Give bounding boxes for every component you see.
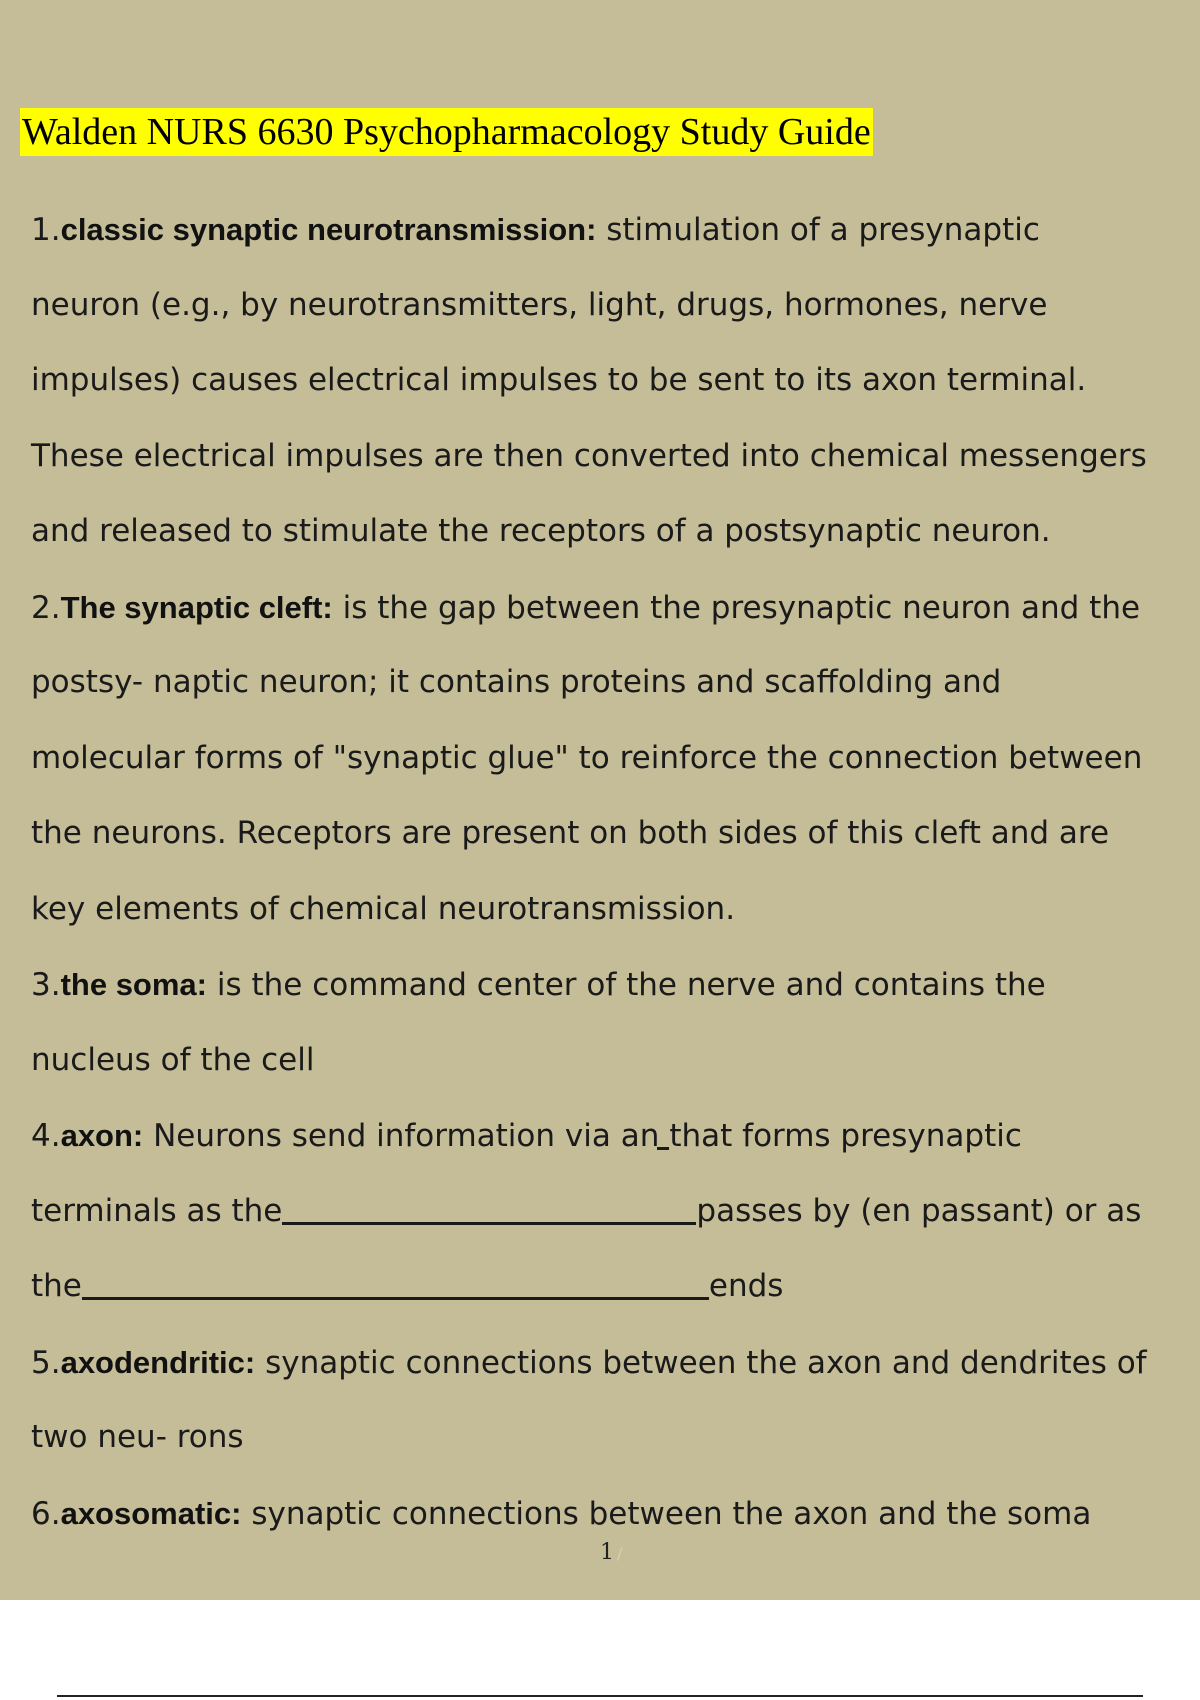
item-2-line-4 [31,796,1197,872]
item-1-term: classic synaptic neurotransmission: [60,212,597,247]
page-number-separator: / [617,1544,623,1563]
item-2-line-5 [31,872,1197,948]
item-3-term: the soma: [60,967,207,1002]
item-1-definition-part-2: neuron (e.g., by neurotransmitters, light, drugs, hormones, nerve [31,286,1048,323]
footer-divider [57,1695,1143,1697]
item-4-definition-part-1a: Neurons send information via an [143,1118,660,1154]
item-3-definition-part-1: is the command center of the nerve and contains the [207,967,1046,1003]
item-2-definition-part-3: molecular forms of "synaptic glue" to reinforce the connection between [31,739,1143,776]
item-6-number: 6. [31,1495,61,1532]
item-2-line-2 [31,645,1197,721]
item-3-line-2 [31,1023,1197,1099]
item-5-line-2 [31,1400,1197,1476]
item-4-line-3 [31,1249,1197,1325]
item-2-line-1 [31,570,1197,646]
item-1-definition-part-5: and released to stimulate the receptors of a postsynaptic neuron. [31,513,1051,549]
item-2-term: The synaptic cleft: [60,589,333,625]
item-2-definition-part-4: the neurons. Receptors are present on both sides of this cleft and are [31,815,1110,851]
study-guide-body [31,192,1197,1551]
item-6-term: axosomatic: [60,1495,242,1531]
item-1-line-2 [31,268,1197,344]
item-4-definition-part-2b: passes by (en passant) or as [696,1192,1142,1229]
item-4-number: 4. [31,1118,61,1154]
item-4-definition-part-3a: the [31,1268,82,1304]
item-1-definition-part-3: impulses) causes electrical impulses to be sent to its axon terminal. [31,362,1087,398]
item-2-definition-part-1: is the gap between the presynaptic neuron and the [332,589,1141,626]
item-6-definition-part-1: synaptic connections between the axon and the soma [241,1495,1092,1532]
fill-in-blank-3 [82,1269,709,1300]
page-number [600,1540,640,1565]
item-1-line-4 [31,419,1197,495]
item-4-term: axon: [60,1118,144,1153]
item-5-term: axodendritic: [60,1344,256,1380]
item-2-number: 2. [31,589,61,626]
item-1-definition-part-1: stimulation of a presynaptic [596,212,1040,248]
page-number-value: 1 [600,1540,614,1565]
item-1-number: 1. [31,212,61,248]
item-4-definition-part-1b: that forms presynaptic [669,1118,1022,1154]
item-4-line-1 [31,1098,1197,1174]
item-1-definition-part-4: These electrical impulses are then converted into chemical messengers [31,437,1147,474]
item-5-definition-part-1: synaptic connections between the axon and dendrites of [255,1344,1147,1381]
item-5-definition-part-2: two neu- rons [31,1419,244,1455]
item-3-definition-part-2: nucleus of the cell [31,1041,315,1078]
fill-in-blank-2 [282,1194,696,1225]
item-2-line-3 [31,721,1197,797]
item-1-line-5 [31,494,1197,570]
item-3-line-1 [31,947,1197,1023]
item-5-number: 5. [31,1344,61,1381]
item-5-line-1 [31,1325,1197,1401]
document-title: Walden NURS 6630 Psychopharmacology Study Guide [20,108,873,156]
fill-in-blank-1 [657,1119,669,1150]
item-2-definition-part-2: postsy- naptic neuron; it contains proteins and scaffolding and [31,664,1002,700]
item-2-definition-part-5: key elements of chemical neurotransmission. [31,890,736,927]
item-1-line-1 [31,192,1197,268]
item-3-number: 3. [31,967,61,1003]
item-4-line-2 [31,1174,1197,1250]
item-4-definition-part-2a: terminals as the [31,1192,283,1229]
item-1-line-3 [31,343,1197,419]
item-4-definition-part-3b: ends [708,1268,784,1304]
